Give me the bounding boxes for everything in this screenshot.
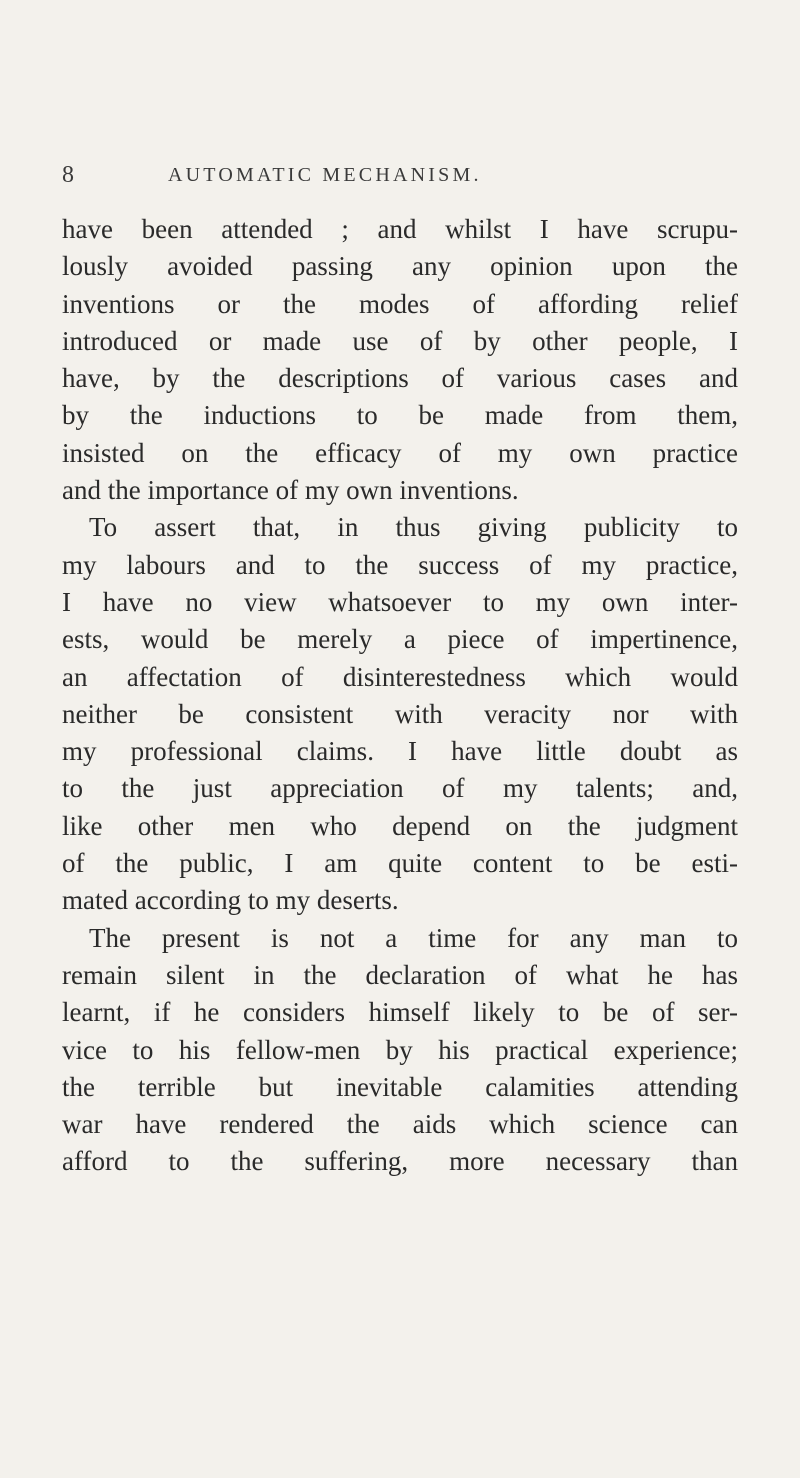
text-line: learnt, if he considers himself likely to be of ser- [62,997,738,1028]
text-line: I have no view whatsoever to my own inter- [62,586,738,617]
text-line: To assert that, in thus giving publicity to [89,512,738,543]
text-line: and the importance of my own inventions. [62,475,519,506]
text-line: have, by the descriptions of various cases and [62,363,738,394]
text-line: like other men who depend on the judgment [62,810,738,841]
text-line: by the inductions to be made from them, [62,400,738,431]
text-line: mated according to my deserts. [62,885,399,916]
text-line: insisted on the efficacy of my own practice [62,437,738,468]
page-number: 8 [62,162,74,188]
text-line: lously avoided passing any opinion upon the [62,251,738,282]
text-line: an affectation of disinterestedness which would [62,661,738,692]
text-line: the terrible but inevitable calamities attending [62,1071,738,1102]
text-line: introduced or made use of by other people, I [62,325,738,356]
text-line: vice to his fellow-men by his practical experience; [62,1034,738,1065]
text-line: neither be consistent with veracity nor with [62,698,738,729]
text-line: afford to the suffering, more necessary than [62,1146,738,1177]
text-line: of the public, I am quite content to be esti- [62,848,738,879]
text-line: my labours and to the success of my practice, [62,549,738,580]
text-line: The present is not a time for any man to [89,922,738,953]
text-line: inventions or the modes of affording relief [62,288,738,319]
running-head [0,160,800,190]
text-line: have been attended ; and whilst I have scrupu- [62,214,738,244]
text-line: to the just appreciation of my talents; and, [62,773,738,804]
text-line: ests, would be merely a piece of impertinence, [62,624,738,655]
body-text [62,211,738,1181]
text-line: remain silent in the declaration of what he has [62,959,738,990]
text-line: war have rendered the aids which science can [62,1109,738,1140]
text-line: my professional claims. I have little doubt as [62,736,738,767]
running-title: AUTOMATIC MECHANISM. [168,164,482,186]
